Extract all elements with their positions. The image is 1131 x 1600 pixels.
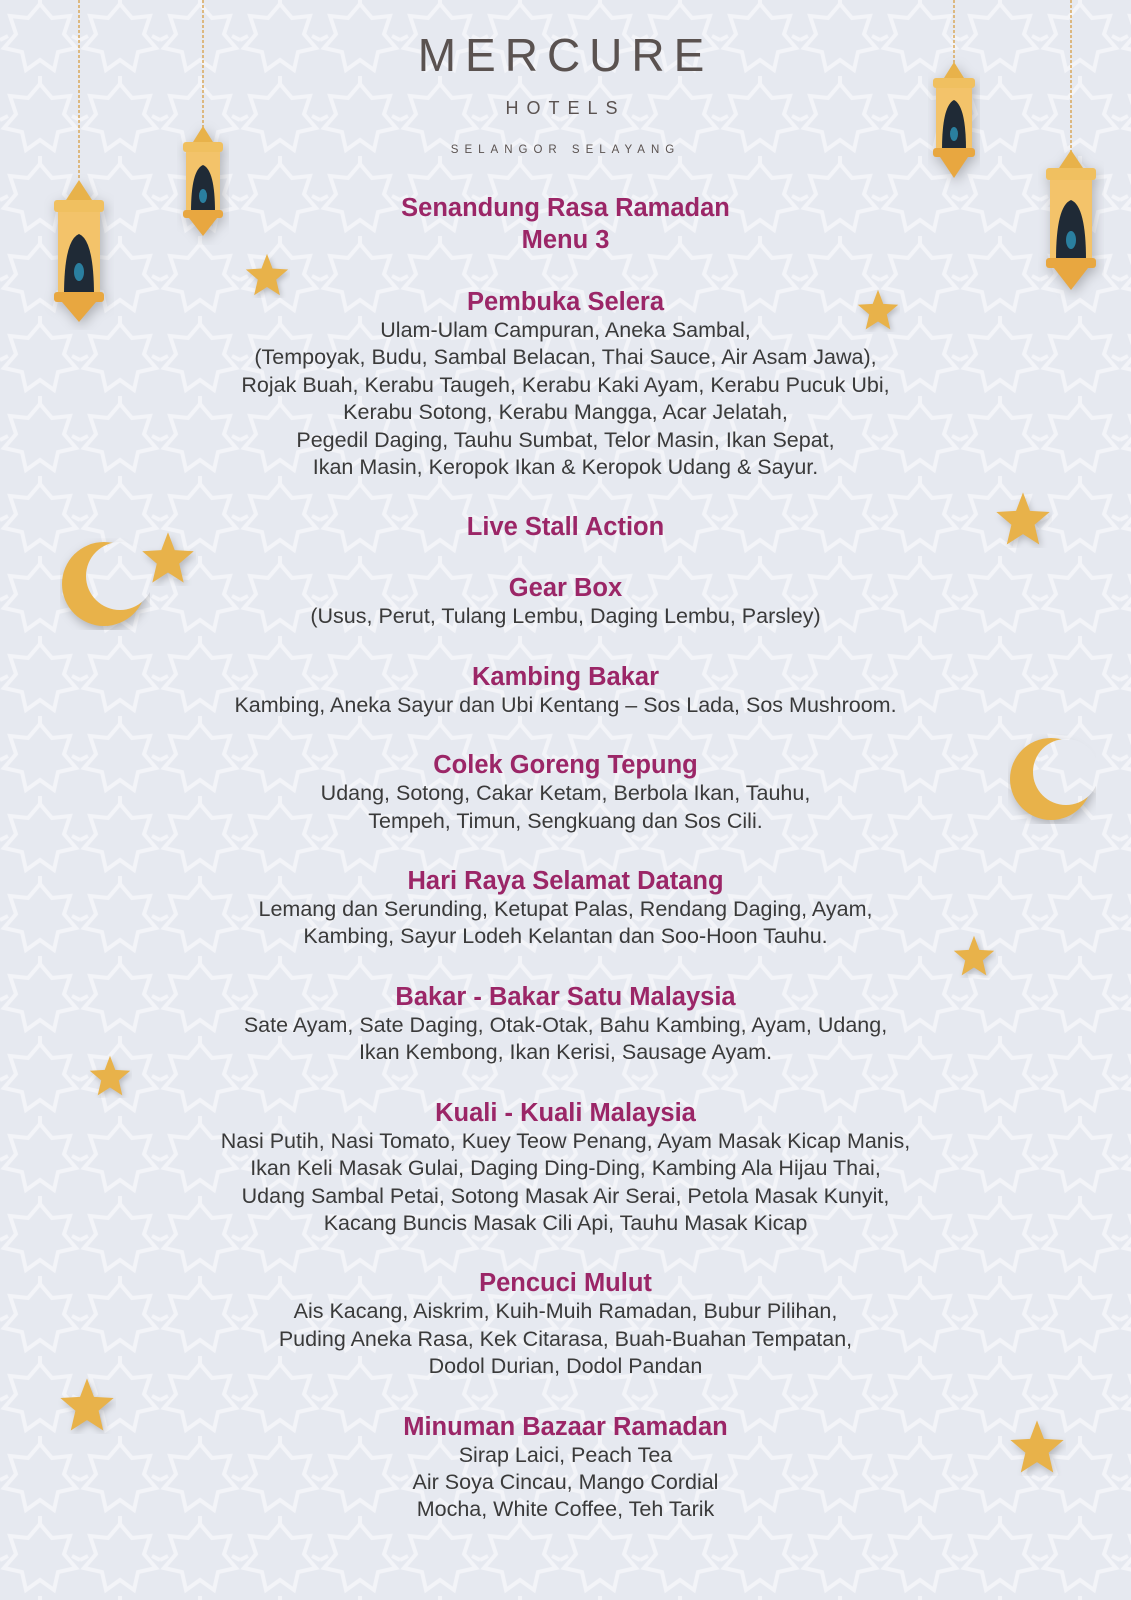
brand-logo: MERCURE: [417, 29, 714, 81]
section-heading: Colek Goreng Tepung: [433, 751, 698, 780]
menu-item-line: Ais Kacang, Aiskrim, Kuih-Muih Ramadan, Bubur Pilihan,: [293, 1299, 838, 1324]
section-items: [0, 317, 1131, 481]
menu-item-line: Lemang dan Serunding, Ketupat Palas, Rendang Daging, Ayam,: [258, 897, 873, 922]
menu-item-line: Nasi Putih, Nasi Tomato, Kuey Teow Penang, Ayam Masak Kicap Manis,: [220, 1128, 911, 1153]
menu-item-line: Kacang Buncis Masak Cili Api, Tauhu Masak Kicap: [323, 1210, 808, 1235]
menu-item-line: Kambing, Aneka Sayur dan Ubi Kentang – Sos Lada, Sos Mushroom.: [234, 692, 897, 717]
menu-item-line: (Usus, Perut, Tulang Lembu, Daging Lembu, Parsley): [310, 604, 821, 629]
menu-section: [0, 662, 1131, 719]
section-items: [0, 896, 1131, 951]
menu-section: [0, 1412, 1131, 1524]
menu-item-line: Udang, Sotong, Cakar Ketam, Berbola Ikan, Tauhu,: [320, 781, 811, 806]
brand-location: SELANGOR SELAYANG: [450, 144, 681, 156]
menu-item-line: Air Soya Cincau, Mango Cordial: [412, 1469, 719, 1494]
menu-title: [0, 192, 1131, 256]
menu-section: [0, 512, 1131, 542]
menu-item-line: Ulam-Ulam Campuran, Aneka Sambal,: [380, 318, 751, 342]
section-heading: Kuali - Kuali Malaysia: [435, 1098, 696, 1127]
menu-item-line: Ikan Keli Masak Gulai, Daging Ding-Ding, Kambing Ala Hijau Thai,: [250, 1156, 881, 1181]
menu-section: [0, 287, 1131, 481]
section-items: [0, 1012, 1131, 1067]
menu-title-line1: Senandung Rasa Ramadan: [401, 194, 730, 222]
brand-subtitle: HOTELS: [505, 98, 626, 118]
menu-section: [0, 982, 1131, 1067]
menu-item-line: Ikan Masin, Keropok Ikan & Keropok Udang & Sayur.: [312, 455, 819, 480]
menu-sections: [0, 287, 1131, 1524]
menu-item-line: Kambing, Sayur Lodeh Kelantan dan Soo-Hoon Tauhu.: [303, 924, 828, 949]
section-items: [0, 1442, 1131, 1524]
section-items: [0, 1128, 1131, 1238]
menu-section: [0, 1268, 1131, 1380]
section-heading: Minuman Bazaar Ramadan: [403, 1412, 728, 1441]
menu-title-line2: Menu 3: [521, 226, 610, 254]
menu-item-line: Tempeh, Timun, Sengkuang dan Sos Cili.: [368, 808, 763, 833]
menu-item-line: Rojak Buah, Kerabu Taugeh, Kerabu Kaki Ayam, Kerabu Pucuk Ubi,: [241, 372, 890, 397]
section-heading: Pembuka Selera: [466, 288, 665, 316]
menu-section: [0, 866, 1131, 951]
section-heading: Kambing Bakar: [471, 662, 660, 691]
section-items: [0, 603, 1131, 630]
section-items: [0, 692, 1131, 719]
section-items: [0, 780, 1131, 835]
menu-item-line: Puding Aneka Rasa, Kek Citarasa, Buah-Buahan Tempatan,: [278, 1326, 853, 1351]
menu-item-line: Sate Ayam, Sate Daging, Otak-Otak, Bahu Kambing, Ayam, Udang,: [243, 1012, 888, 1037]
menu-content: [0, 192, 1131, 1524]
menu-item-line: Mocha, White Coffee, Teh Tarik: [416, 1497, 715, 1522]
menu-item-line: Ikan Kembong, Ikan Kerisi, Sausage Ayam.: [358, 1040, 773, 1065]
menu-section: [0, 573, 1131, 630]
menu-item-line: Pegedil Daging, Tauhu Sumbat, Telor Masin, Ikan Sepat,: [296, 427, 835, 452]
section-heading: Live Stall Action: [466, 513, 665, 542]
menu-item-line: (Tempoyak, Budu, Sambal Belacan, Thai Sauce, Air Asam Jawa),: [254, 345, 877, 370]
section-heading: Gear Box: [508, 574, 623, 603]
menu-section: [0, 750, 1131, 835]
section-heading: Hari Raya Selamat Datang: [407, 867, 724, 896]
section-heading: Bakar - Bakar Satu Malaysia: [395, 982, 736, 1011]
menu-item-line: Kerabu Sotong, Kerabu Mangga, Acar Jelatah,: [343, 400, 788, 425]
menu-item-line: Udang Sambal Petai, Sotong Masak Air Serai, Petola Masak Kunyit,: [241, 1183, 890, 1208]
section-heading: Pencuci Mulut: [479, 1269, 652, 1298]
section-items: [0, 1298, 1131, 1380]
menu-item-line: Sirap Laici, Peach Tea: [458, 1442, 673, 1467]
menu-section: [0, 1098, 1131, 1238]
menu-item-line: Dodol Durian, Dodol Pandan: [428, 1354, 703, 1379]
